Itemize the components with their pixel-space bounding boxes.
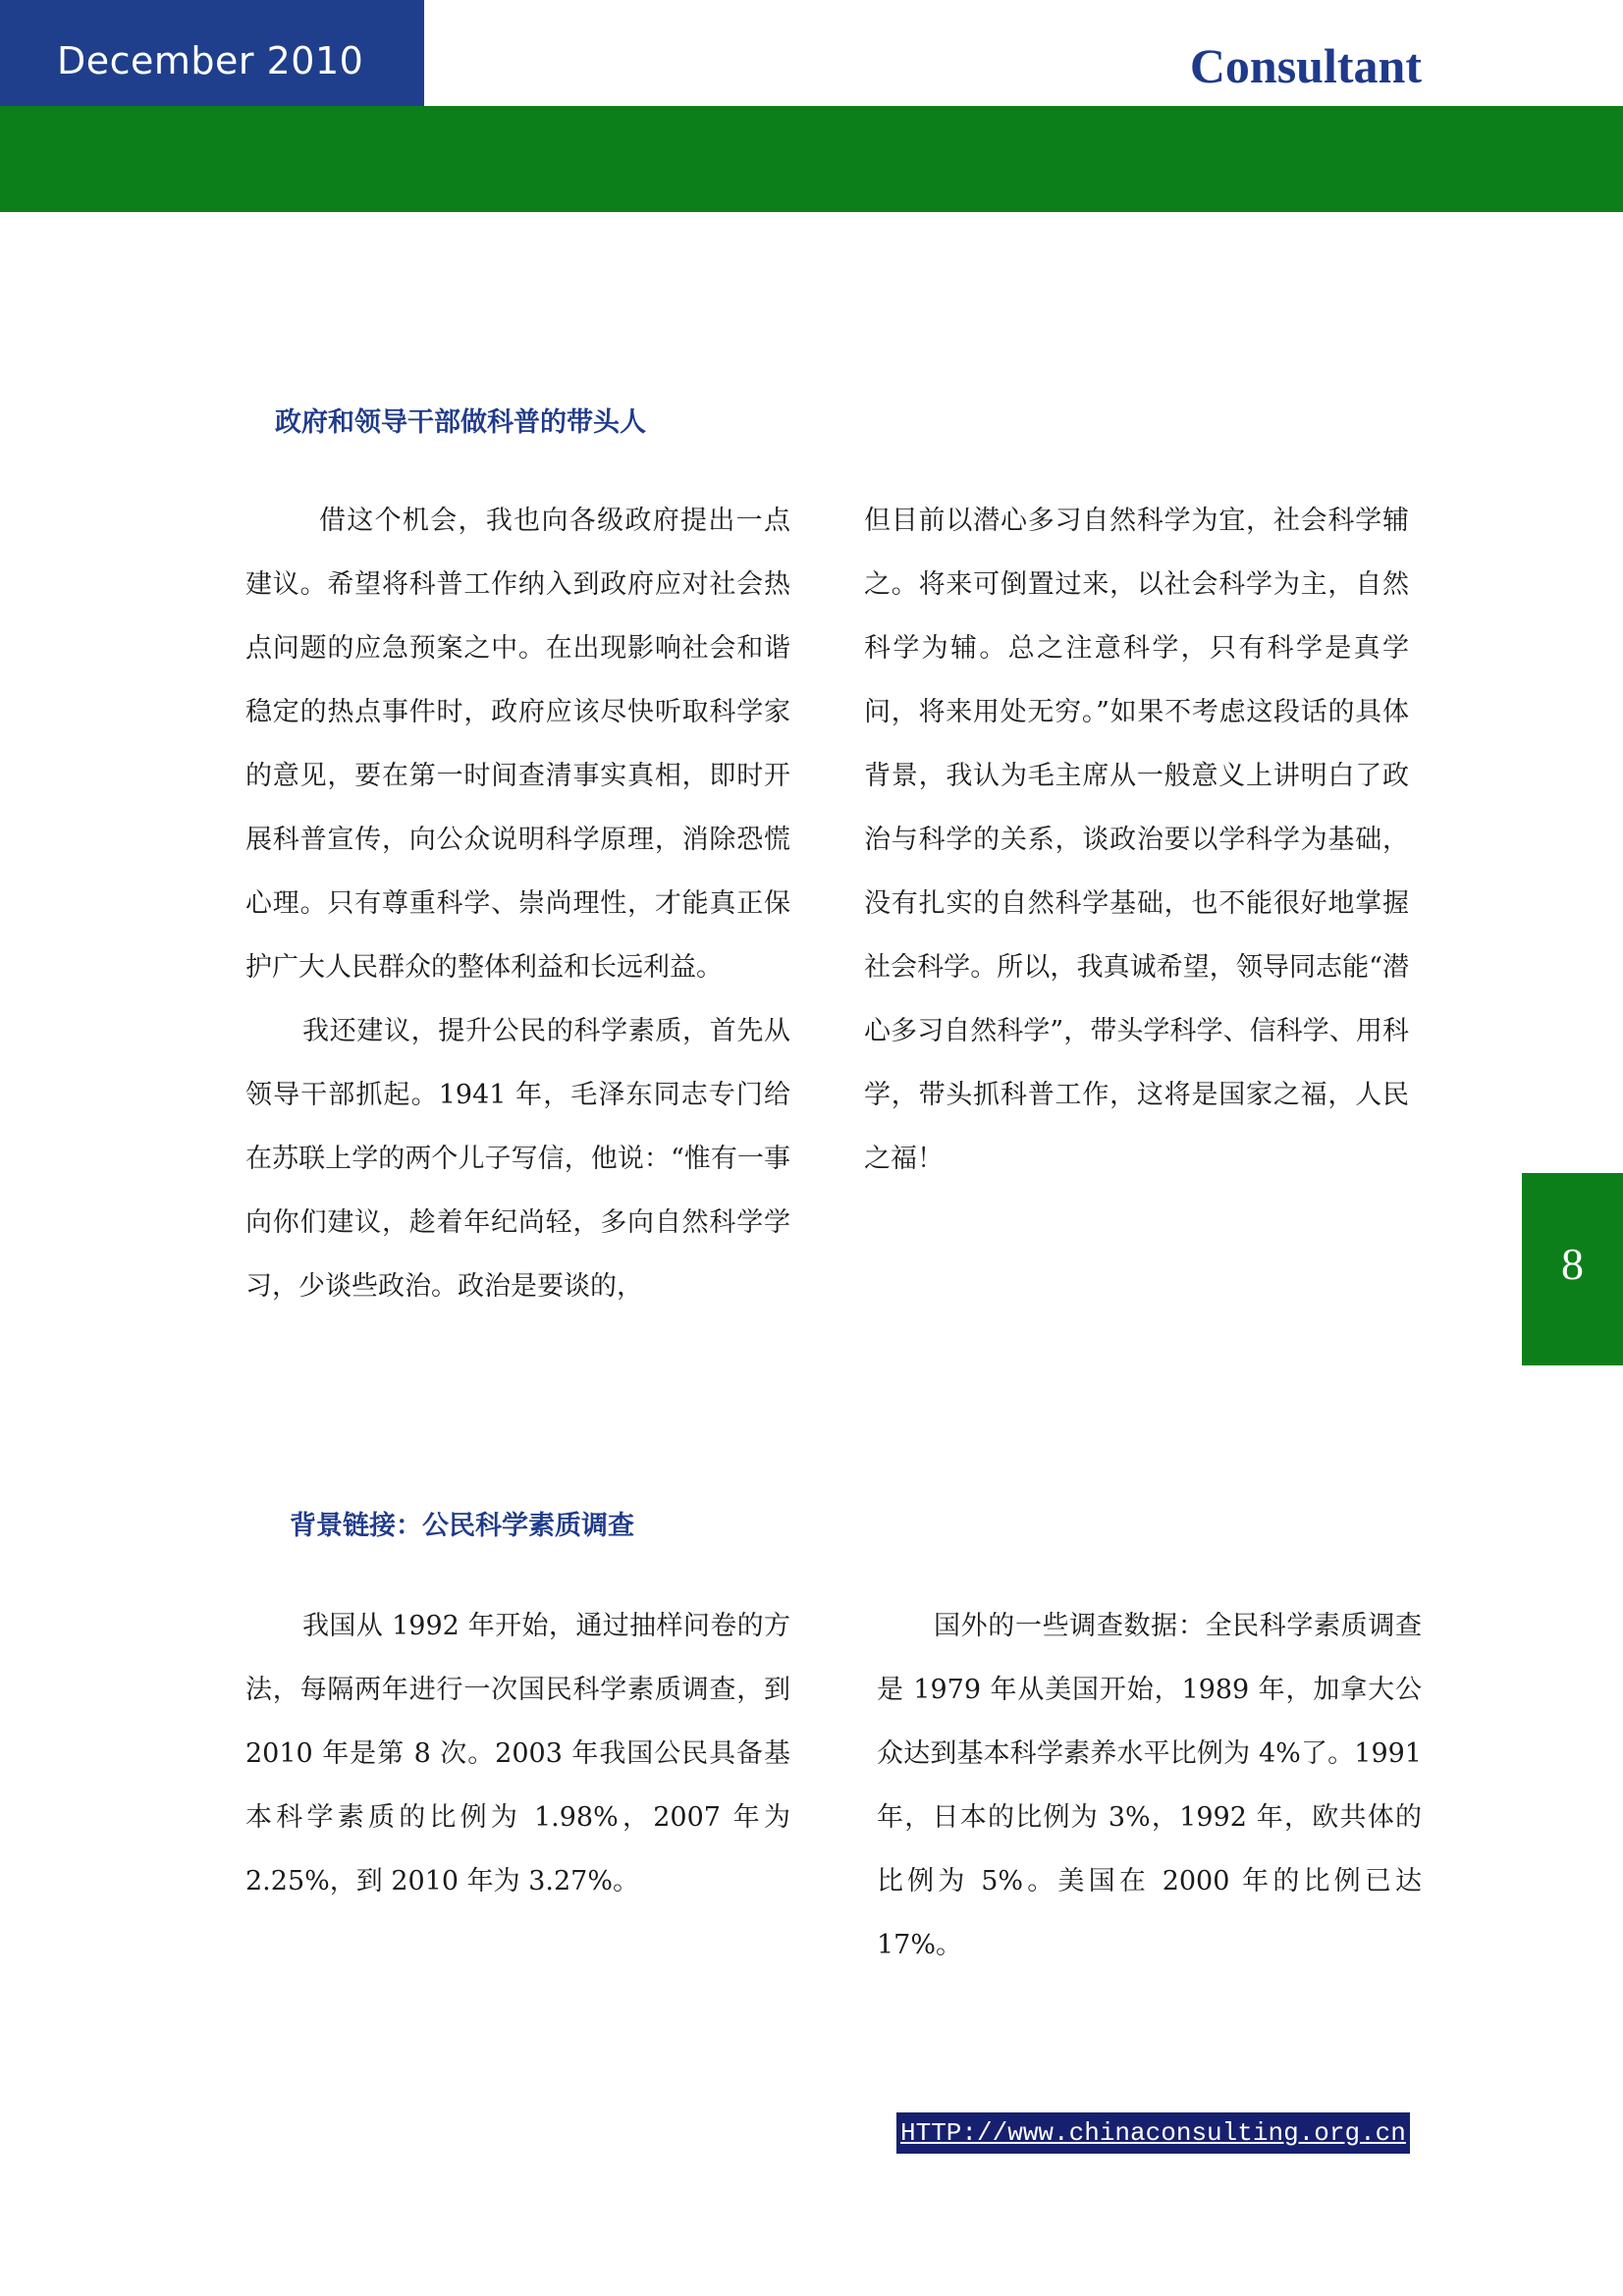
paragraph: 我国从 1992 年开始，通过抽样问卷的方法，每隔两年进行一次国民科学素质调查，到 2010 年是第 8 次。2003 年我国公民具备基本科学素质的比例为 1.98%，2007 年为 2.25%，到 2010 年为 3.27%。: [245, 1611, 790, 1896]
page-number-tab: [1522, 1173, 1623, 1365]
section2-column-left: [245, 1594, 790, 1913]
section-title-background: 背景链接：公民科学素质调查: [290, 1511, 634, 1541]
paragraph: 我还建议，提升公民的科学素质，首先从领导干部抓起。1941 年，毛泽东同志专门给在苏联上学的两个儿子写信，他说：“惟有一事向你们建议，趁着年纪尚轻，多向自然科学学习，少谈些政治。政治是要谈的，: [245, 1016, 790, 1302]
header-date-box: [0, 0, 424, 106]
paragraph: 但目前以潜心多习自然科学为宜，社会科学辅之。将来可倒置过来，以社会科学为主，自然科学为辅。总之注意科学，只有科学是真学问，将来用处无穷。”如果不考虑这段话的具体背景，我认为毛主席从一般意义上讲明白了政治与科学的关系，谈政治要以学科学为基础，没有扎实的自然科学基础，也不能很好地掌握社会科学。所以，我真诚希望，领导同志能“潜心多习自然科学”，带头学科学、信科学、用科学，带头抓科普工作，这将是国家之福，人民之福！: [864, 506, 1409, 1174]
page-number: 8: [1561, 1239, 1584, 1289]
header-green-band: [0, 106, 1623, 212]
issue-date: December 2010: [57, 39, 364, 82]
paragraph: 借这个机会，我也向各级政府提出一点建议。希望将科普工作纳入到政府应对社会热点问题的应急预案之中。在出现影响社会和谐稳定的热点事件时，政府应该尽快听取科学家的意见，要在第一时间查清事实真相，即时开展科普宣传，向公众说明科学原理，消除恐慌心理。只有尊重科学、崇尚理性，才能真正保护广大人民群众的整体利益和长远利益。: [245, 506, 790, 983]
section1-column-left: [245, 489, 790, 1318]
section2-column-right: [877, 1594, 1422, 1977]
section-title-leaders: 政府和领导干部做科普的带头人: [275, 407, 646, 438]
paragraph: 国外的一些调查数据：全民科学素质调查是 1979 年从美国开始，1989 年，加拿大公众达到基本科学素养水平比例为 4%了。1991 年，日本的比例为 3%，1992 年，欧共体的比例为 5%。美国在 2000 年的比例已达 17%。: [877, 1611, 1422, 1960]
footer-website-link[interactable]: HTTP://www.chinaconsulting.org.cn: [896, 2112, 1410, 2154]
section1-column-right: [864, 489, 1409, 1191]
magazine-title: Consultant: [1189, 38, 1422, 93]
